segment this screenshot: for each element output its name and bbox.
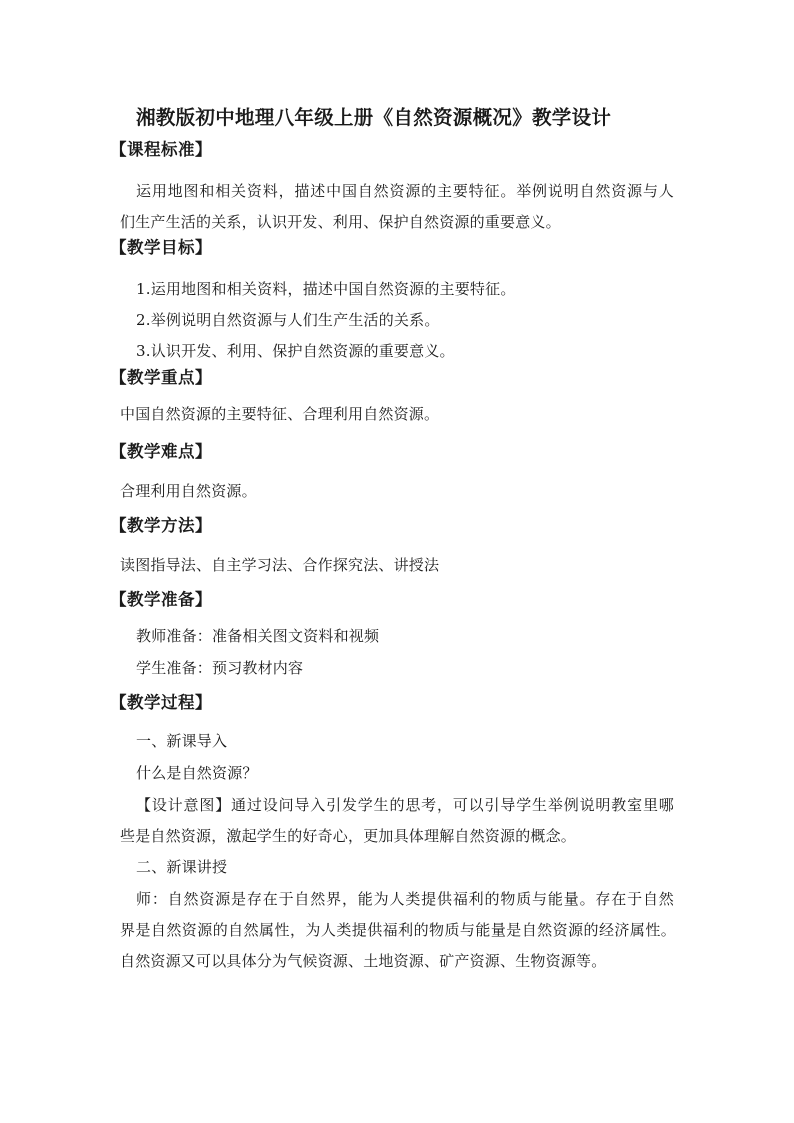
key-points-text: 中国自然资源的主要特征、合理利用自然资源。 [120,405,440,423]
intro-title: 一、新课导入 [136,732,228,750]
teacher-preparation: 教师准备：准备相关图文资料和视频 [136,627,380,645]
heading-preparation: 【教学准备】 [110,590,212,609]
heading-process: 【教学过程】 [110,693,212,712]
goal-item-2: 2.举例说明自然资源与人们生产生活的关系。 [136,311,440,329]
difficulties-text: 合理利用自然资源。 [120,482,257,500]
heading-key-points: 【教学重点】 [110,368,212,387]
goal-item-3: 3.认识开发、利用、保护自然资源的重要意义。 [136,342,455,360]
goal-item-1: 1.运用地图和相关资料，描述中国自然资源的主要特征。 [136,280,516,298]
heading-difficulties: 【教学难点】 [110,442,212,461]
lecture-line-2: 界是自然资源的自然属性，为人类提供福利的物质与能量是自然资源的经济属性。 [120,921,676,939]
heading-teaching-goals: 【教学目标】 [110,238,212,257]
lecture-title: 二、新课讲授 [136,858,228,876]
design-intent-line-2: 些是自然资源，激起学生的好奇心，更加具体理解自然资源的概念。 [120,827,577,845]
curriculum-line-2: 们生产生活的关系，认识开发、利用、保护自然资源的重要意义。 [120,213,561,231]
heading-methods: 【教学方法】 [110,516,212,535]
lecture-line-3: 自然资源又可以具体分为气候资源、土地资源、矿产资源、生物资源等。 [120,952,607,970]
student-preparation: 学生准备：预习教材内容 [136,659,304,677]
lecture-line-1: 师：自然资源是存在于自然界，能为人类提供福利的物质与能量。存在于自然 [136,890,674,908]
design-intent-line-1: 【设计意图】通过设问导入引发学生的思考，可以引导学生举例说明教室里哪 [136,796,674,814]
curriculum-line-1: 运用地图和相关资料，描述中国自然资源的主要特征。举例说明自然资源与人 [136,182,674,200]
document-title: 湘教版初中地理八年级上册《自然资源概况》教学设计 [136,106,612,129]
heading-curriculum-standard: 【课程标准】 [110,140,212,159]
intro-question: 什么是自然资源？ [136,764,258,782]
methods-text: 读图指导法、自主学习法、合作探究法、讲授法 [120,556,440,574]
